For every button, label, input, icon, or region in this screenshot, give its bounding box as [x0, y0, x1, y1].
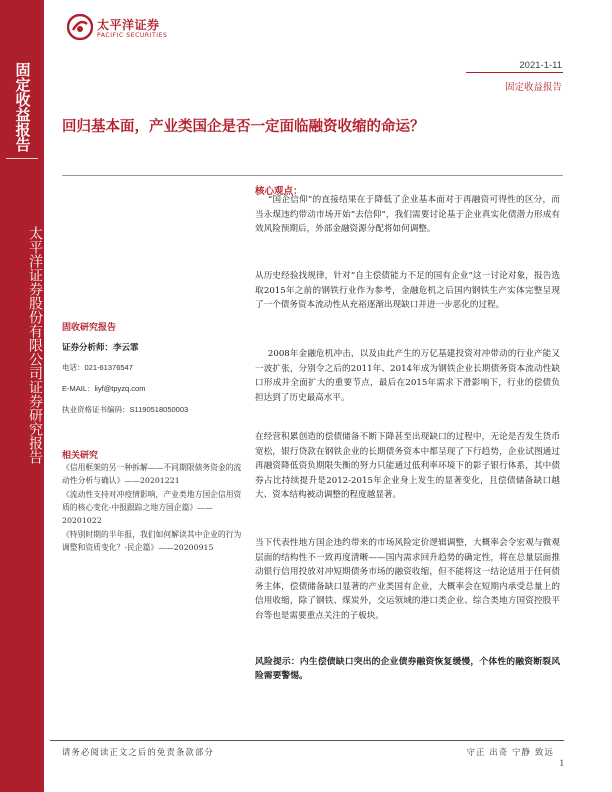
- core-paragraph: 从历史经验找规律，针对“自主偿债能力不足的国有企业”这一讨论对象，报告选取2015年之前的钢铁行业作为参考，金融危机之后国内钢铁生产实体完整呈现了一个债务资本流动性从充裕逐渐出现缺口并进一步恶化的过程。: [255, 271, 560, 311]
- analyst-label: 证券分析师：: [62, 343, 114, 353]
- analyst-license: 执业资格证书编码：S1190518050003: [62, 405, 189, 414]
- risk-warning: 风险提示：内生偿债缺口突出的企业债券融资恢复缓慢，个体性的融资断裂风险需要警惕。: [255, 657, 560, 681]
- report-label: 固收研究报告: [62, 323, 117, 333]
- page-title: 回归基本面，产业类国企是否一定面临融资收缩的命运？: [62, 119, 425, 135]
- core-paragraph: 在经营积累创造的偿债储备不断下降甚至出现缺口的过程中，无论是否发生货币宽松，银行贷款在钢铁企业的长期债务资本中都呈现了下行趋势，企业试图通过再融资降低资负期限失衡的努力只能通过低利率环境下的影子银行体系，其中债券占比持续提升是2012-2015年企业身上发生的显著变化，且偿债储备缺口越大、资本结构被动调整的程度越显著。: [255, 432, 560, 501]
- title-divider: [62, 175, 563, 176]
- analyst-email: E-MAIL：liyf@tpyzq.com: [62, 384, 146, 393]
- core-views-heading: 核心观点：: [255, 186, 303, 197]
- page-number: 1: [559, 758, 564, 768]
- analyst-info: [62, 320, 242, 425]
- core-paragraph: “国企信仰”的直接结果在于降低了企业基本面对于再融资可得性的区分，而当永煤违约带动市场开始“去信仰”，我们需要讨论基于企业真实化债潜力形成有效风险预期后，外部金融资源分配将如何调整。: [255, 195, 560, 235]
- logo-text-cn: 太平洋证券: [97, 18, 160, 32]
- related-item[interactable]: 《特别时期的半年报，我们如何解读其中企业的行为调整和资质变化？-民企篇》——20200915: [62, 530, 242, 552]
- related-item[interactable]: 《流动性支持对冲疫情影响，产业类地方国企信用资质的核心变化-中报跟踪之地方国企篇》——20201022: [62, 490, 242, 525]
- analyst-line: [62, 341, 242, 353]
- related-research-list: [62, 461, 242, 555]
- company-logo: [67, 14, 177, 42]
- analyst-name: 李云霏: [113, 343, 139, 353]
- org-vertical-name: 太平洋证券股份有限公司证券研究报告: [27, 226, 43, 464]
- report-type: 固定收益报告: [504, 82, 562, 93]
- logo-text-en: PACIFIC SECURITIES: [97, 32, 168, 39]
- related-item[interactable]: 《信用框架的另一种拆解——不同期限债务资金的流动性分析与确认》——20201221: [62, 463, 242, 485]
- report-date: 2021-1-11: [519, 60, 562, 71]
- logo-emblem-icon: [67, 14, 93, 40]
- core-views: [255, 183, 560, 681]
- disclaimer-note: 请务必阅读正文之后的免责条款部分: [62, 747, 214, 757]
- core-paragraph: 当下代表性地方国企违约带来的市场风险定价逻辑调整，大概率会令宏观与微观层面的结构性不一致再度清晰——国内需求回升趋势的确定性，将在总量层面推动银行信用投放对冲短期债务市场的融资收缩，但不能将这一结论适用于任何债务主体，偿债储备缺口显著的产业类国有企业，大概率会在短期内承受总量上的信用收缩，除了钢铁、煤炭外，交运领域的港口类企业、综合类地方国资控股平台等也是需要重点关注的子板块。: [255, 538, 560, 621]
- core-paragraph: 2008年金融危机冲击，以及由此产生的万亿基建投资对冲带动的行业产能又一波扩张，分别令之后的2011年、2014年成为钢铁企业长期债务资本流动性缺口形成并全面扩大的重要节点，最后在2015年需求下滑影响下，行业的偿债负担达到了历史最高水平。: [255, 349, 560, 403]
- sidebar: [0, 0, 44, 792]
- footer-divider: [50, 740, 564, 741]
- related-research-heading: 相关研究: [62, 451, 99, 461]
- analyst-phone: 电话：021-61376547: [62, 363, 133, 372]
- header-divider: [466, 72, 563, 73]
- sidebar-divider: [6, 158, 38, 159]
- company-motto: 守正 出奇 宁静 致远: [466, 747, 554, 757]
- report-category: 固定收益报告: [13, 62, 32, 152]
